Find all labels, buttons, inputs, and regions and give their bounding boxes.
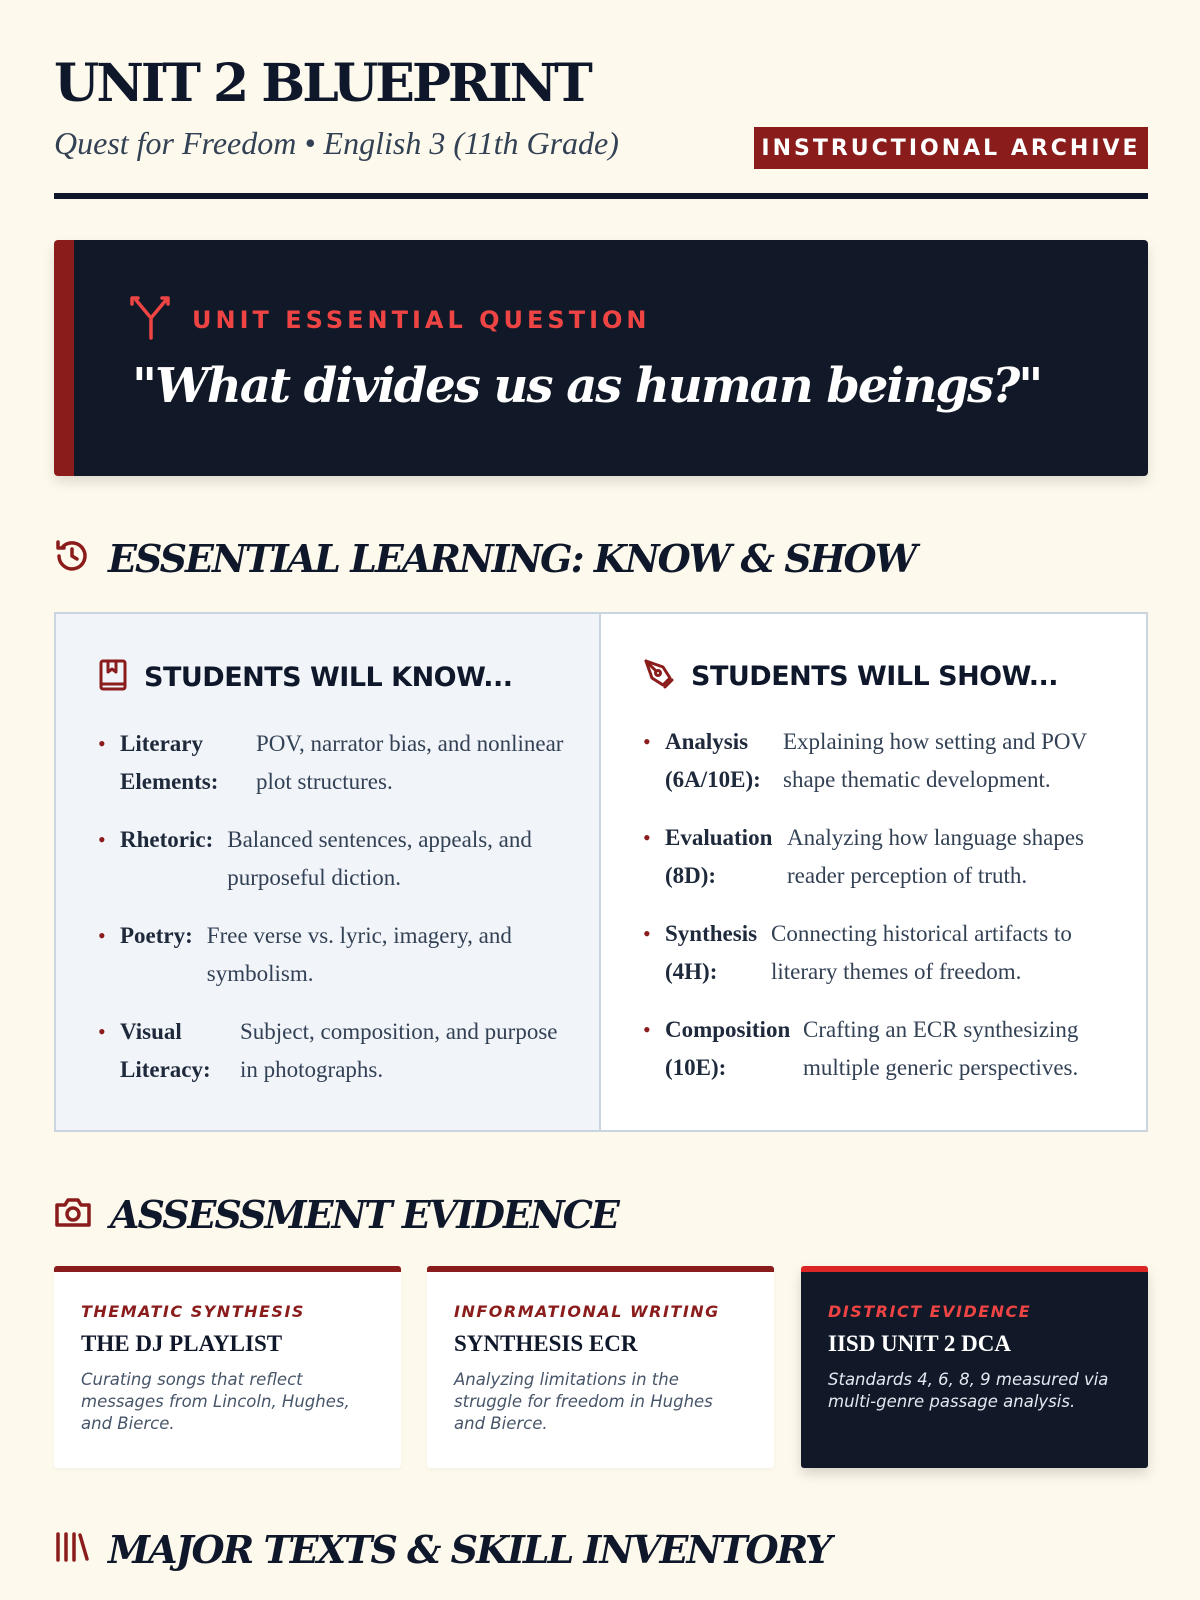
split-arrow-icon <box>130 294 172 345</box>
know-description: Subject, composition, and purpose in photographs. <box>240 1019 558 1082</box>
card-description: Curating songs that reflect messages from Lincoln, Hughes, and Bierce. <box>81 1370 350 1433</box>
card-category: THEMATIC SYNTHESIS <box>81 1302 305 1321</box>
library-icon <box>54 1530 90 1569</box>
know-heading-row <box>98 658 569 697</box>
assessment-card <box>54 1266 401 1468</box>
blueprint-page <box>54 0 1148 1572</box>
assessment-card-district <box>801 1266 1148 1468</box>
card-description: Analyzing limitations in the struggle for freedom in Hughes and Bierce. <box>454 1370 713 1433</box>
assessment-evidence-title: ASSESSMENT EVIDENCE <box>110 1192 618 1237</box>
show-list <box>643 723 1116 1087</box>
list-item <box>98 725 569 801</box>
page-title: UNIT 2 BLUEPRINT <box>54 53 590 114</box>
list-item <box>643 1011 1116 1087</box>
major-texts-heading <box>54 1527 830 1572</box>
essential-learning-title: ESSENTIAL LEARNING: KNOW & SHOW <box>108 536 916 581</box>
show-description: Analyzing how language shapes reader perception of truth. <box>787 825 1085 888</box>
camera-icon <box>54 1195 92 1234</box>
show-term: Evaluation (8D): <box>665 825 773 888</box>
card-title: SYNTHESIS ECR <box>454 1331 638 1356</box>
know-list <box>98 725 569 1089</box>
list-item <box>98 917 569 993</box>
bullet: • <box>643 1017 651 1042</box>
show-description: Explaining how setting and POV shape thematic development. <box>783 729 1087 792</box>
essential-question-label: UNIT ESSENTIAL QUESTION <box>192 305 651 334</box>
list-item <box>643 819 1116 895</box>
archive-badge: INSTRUCTIONAL ARCHIVE <box>754 127 1148 169</box>
know-term: Poetry: <box>120 923 193 948</box>
bullet: • <box>643 921 651 946</box>
students-will-know-column <box>56 614 601 1130</box>
card-title: IISD UNIT 2 DCA <box>828 1331 1011 1356</box>
know-term: Visual Literacy: <box>120 1019 211 1082</box>
know-description: POV, narrator bias, and nonlinear plot structures. <box>256 731 564 794</box>
list-item <box>643 915 1116 991</box>
major-texts-title: MAJOR TEXTS & SKILL INVENTORY <box>108 1527 831 1572</box>
header-divider <box>54 193 1148 199</box>
show-term: Synthesis (4H): <box>665 921 758 984</box>
card-category: INFORMATIONAL WRITING <box>454 1302 720 1321</box>
list-item <box>98 821 569 897</box>
bullet: • <box>98 923 106 948</box>
bullet: • <box>98 1019 106 1044</box>
card-description: Standards 4, 6, 8, 9 measured via multi-genre passage analysis. <box>828 1370 1109 1411</box>
show-heading: STUDENTS WILL SHOW... <box>691 661 1058 692</box>
show-description: Crafting an ECR synthesizing multiple generic perspectives. <box>803 1017 1079 1080</box>
list-item <box>643 723 1116 799</box>
history-icon <box>54 538 90 579</box>
know-description: Balanced sentences, appeals, and purposeful diction. <box>227 827 532 890</box>
page-subtitle: Quest for Freedom • English 3 (11th Grade) <box>54 125 619 161</box>
page-header <box>54 0 1148 200</box>
essential-question-panel <box>54 240 1148 476</box>
bullet: • <box>98 731 106 756</box>
assessment-cards <box>54 1266 1148 1468</box>
card-category: DISTRICT EVIDENCE <box>828 1302 1032 1321</box>
bullet: • <box>643 729 651 754</box>
list-item <box>98 1013 569 1089</box>
know-heading: STUDENTS WILL KNOW... <box>144 662 513 693</box>
assessment-card <box>427 1266 774 1468</box>
assessment-evidence-heading <box>54 1192 618 1237</box>
bullet: • <box>98 827 106 852</box>
know-description: Free verse vs. lyric, imagery, and symbolism. <box>206 923 512 986</box>
know-show-panel <box>54 612 1148 1132</box>
show-heading-row <box>643 658 1116 695</box>
show-term: Composition (10E): <box>665 1017 791 1080</box>
essential-question-text: "What divides us as human beings?" <box>132 358 1042 414</box>
students-will-show-column <box>601 614 1146 1130</box>
book-bookmark-icon <box>98 658 128 697</box>
know-term: Literary Elements: <box>120 731 219 794</box>
essential-learning-heading <box>54 536 915 581</box>
pen-nib-icon <box>643 658 675 695</box>
show-term: Analysis (6A/10E): <box>665 729 761 792</box>
essential-question-label-row <box>130 294 650 345</box>
bullet: • <box>643 825 651 850</box>
know-term: Rhetoric: <box>120 827 214 852</box>
show-description: Connecting historical artifacts to literary themes of freedom. <box>771 921 1072 984</box>
card-title: THE DJ PLAYLIST <box>81 1331 283 1356</box>
